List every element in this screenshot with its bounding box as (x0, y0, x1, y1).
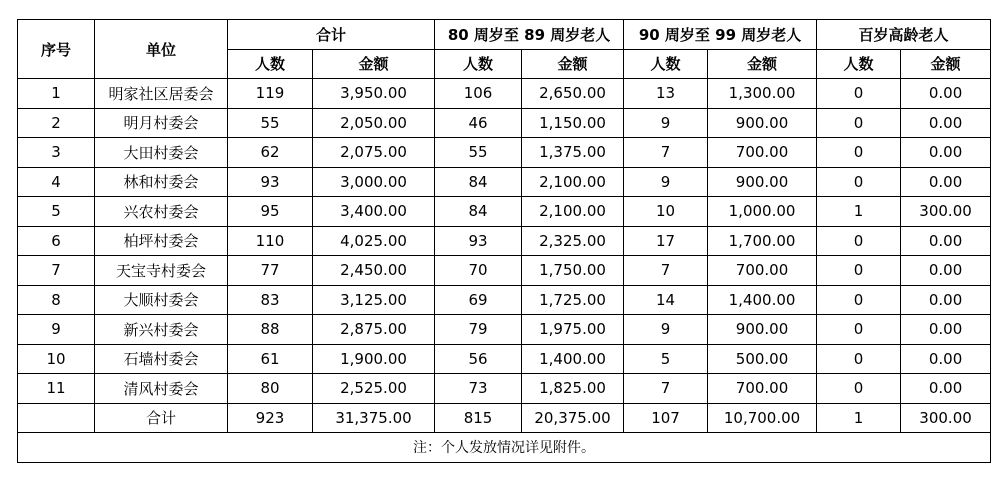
cell-80-89-amount: 2,650.00 (522, 79, 624, 109)
table-row (18, 197, 991, 227)
table-header (18, 20, 991, 79)
table-row (18, 167, 991, 197)
cell-seq (18, 403, 95, 433)
cell-total-count: 95 (228, 197, 313, 227)
cell-90-99-count: 9 (624, 315, 708, 345)
cell-90-99-amount: 1,000.00 (708, 197, 817, 227)
cell-unit: 清风村委会 (95, 374, 228, 404)
cell-90-99-amount: 700.00 (708, 374, 817, 404)
cell-total-count: 77 (228, 256, 313, 286)
cell-centenarian-count: 0 (817, 79, 901, 109)
cell-90-99-amount: 700.00 (708, 138, 817, 168)
cell-unit: 新兴村委会 (95, 315, 228, 345)
cell-seq: 8 (18, 285, 95, 315)
cell-total-count: 110 (228, 226, 313, 256)
cell-80-89-count: 46 (435, 108, 522, 138)
cell-centenarian-amount: 0.00 (901, 315, 991, 345)
cell-90-99-amount: 900.00 (708, 108, 817, 138)
table-body (18, 79, 991, 404)
cell-80-89-count: 70 (435, 256, 522, 286)
header-group-centenarian: 百岁高龄老人 (817, 20, 991, 50)
cell-total-count: 61 (228, 344, 313, 374)
cell-centenarian-amount: 0.00 (901, 138, 991, 168)
cell-80-89-count: 56 (435, 344, 522, 374)
cell-80-89-amount: 2,100.00 (522, 197, 624, 227)
cell-90-99-count: 7 (624, 138, 708, 168)
table-row (18, 79, 991, 109)
cell-unit: 石墙村委会 (95, 344, 228, 374)
cell-80-89-amount: 1,725.00 (522, 285, 624, 315)
cell-centenarian-count: 0 (817, 315, 901, 345)
cell-centenarian-amount: 0.00 (901, 226, 991, 256)
cell-total-amount: 2,450.00 (313, 256, 435, 286)
cell-centenarian-amount: 0.00 (901, 344, 991, 374)
cell-total-amount: 4,025.00 (313, 226, 435, 256)
cell-seq: 4 (18, 167, 95, 197)
document-page (17, 19, 991, 463)
cell-90-99-count: 9 (624, 167, 708, 197)
header-group-80-89: 80 周岁至 89 周岁老人 (435, 20, 624, 50)
cell-total-count: 923 (228, 403, 313, 433)
table-row (18, 374, 991, 404)
cell-centenarian-count: 0 (817, 374, 901, 404)
cell-80-89-count: 93 (435, 226, 522, 256)
table-row (18, 108, 991, 138)
cell-80-89-amount: 2,100.00 (522, 167, 624, 197)
cell-90-99-count: 9 (624, 108, 708, 138)
table-row (18, 285, 991, 315)
cell-90-99-amount: 900.00 (708, 315, 817, 345)
cell-unit: 明家社区居委会 (95, 79, 228, 109)
cell-90-99-count: 7 (624, 374, 708, 404)
cell-80-89-amount: 2,325.00 (522, 226, 624, 256)
cell-80-89-amount: 1,750.00 (522, 256, 624, 286)
cell-90-99-amount: 10,700.00 (708, 403, 817, 433)
header-sub-count: 人数 (624, 49, 708, 79)
header-sub-count: 人数 (228, 49, 313, 79)
cell-90-99-count: 7 (624, 256, 708, 286)
cell-total-count: 88 (228, 315, 313, 345)
cell-90-99-count: 10 (624, 197, 708, 227)
cell-total-amount: 2,875.00 (313, 315, 435, 345)
cell-80-89-count: 106 (435, 79, 522, 109)
header-sub-count: 人数 (435, 49, 522, 79)
header-group-total: 合计 (228, 20, 435, 50)
cell-80-89-count: 84 (435, 167, 522, 197)
cell-90-99-amount: 1,700.00 (708, 226, 817, 256)
header-sub-amount: 金额 (708, 49, 817, 79)
cell-total-count: 80 (228, 374, 313, 404)
cell-unit: 明月村委会 (95, 108, 228, 138)
cell-90-99-amount: 500.00 (708, 344, 817, 374)
cell-seq: 7 (18, 256, 95, 286)
table-row (18, 256, 991, 286)
cell-80-89-amount: 20,375.00 (522, 403, 624, 433)
cell-90-99-amount: 1,400.00 (708, 285, 817, 315)
cell-centenarian-count: 0 (817, 167, 901, 197)
cell-centenarian-count: 0 (817, 108, 901, 138)
header-group-90-99: 90 周岁至 99 周岁老人 (624, 20, 817, 50)
cell-unit: 兴农村委会 (95, 197, 228, 227)
cell-seq: 2 (18, 108, 95, 138)
cell-centenarian-count: 1 (817, 403, 901, 433)
elderly-subsidy-table (17, 19, 991, 463)
cell-total-count: 93 (228, 167, 313, 197)
cell-unit: 天宝寺村委会 (95, 256, 228, 286)
cell-total-amount: 2,075.00 (313, 138, 435, 168)
cell-unit: 林和村委会 (95, 167, 228, 197)
cell-seq: 10 (18, 344, 95, 374)
table-row (18, 344, 991, 374)
header-sub-amount: 金额 (901, 49, 991, 79)
cell-80-89-count: 815 (435, 403, 522, 433)
cell-80-89-amount: 1,150.00 (522, 108, 624, 138)
header-unit: 单位 (95, 20, 228, 79)
cell-seq: 3 (18, 138, 95, 168)
cell-80-89-amount: 1,375.00 (522, 138, 624, 168)
header-sub-count: 人数 (817, 49, 901, 79)
cell-total-count: 83 (228, 285, 313, 315)
cell-centenarian-count: 0 (817, 344, 901, 374)
header-sub-amount: 金额 (522, 49, 624, 79)
cell-90-99-count: 14 (624, 285, 708, 315)
cell-unit: 柏坪村委会 (95, 226, 228, 256)
cell-seq: 6 (18, 226, 95, 256)
cell-80-89-count: 69 (435, 285, 522, 315)
note-row (18, 433, 991, 463)
cell-centenarian-count: 0 (817, 138, 901, 168)
cell-total-count: 55 (228, 108, 313, 138)
cell-unit: 大田村委会 (95, 138, 228, 168)
cell-total-amount: 3,000.00 (313, 167, 435, 197)
cell-centenarian-amount: 0.00 (901, 256, 991, 286)
cell-seq: 1 (18, 79, 95, 109)
cell-total-count: 119 (228, 79, 313, 109)
cell-unit: 大顺村委会 (95, 285, 228, 315)
cell-centenarian-count: 0 (817, 226, 901, 256)
cell-80-89-amount: 1,975.00 (522, 315, 624, 345)
cell-total-amount: 3,400.00 (313, 197, 435, 227)
cell-centenarian-amount: 0.00 (901, 374, 991, 404)
cell-total-amount: 3,950.00 (313, 79, 435, 109)
cell-centenarian-amount: 0.00 (901, 79, 991, 109)
cell-80-89-amount: 1,825.00 (522, 374, 624, 404)
cell-total-amount: 2,050.00 (313, 108, 435, 138)
cell-centenarian-count: 1 (817, 197, 901, 227)
cell-90-99-count: 107 (624, 403, 708, 433)
cell-centenarian-count: 0 (817, 285, 901, 315)
cell-90-99-amount: 700.00 (708, 256, 817, 286)
cell-80-89-count: 79 (435, 315, 522, 345)
cell-centenarian-amount: 300.00 (901, 197, 991, 227)
cell-80-89-amount: 1,400.00 (522, 344, 624, 374)
cell-centenarian-amount: 0.00 (901, 285, 991, 315)
cell-total-amount: 31,375.00 (313, 403, 435, 433)
cell-80-89-count: 73 (435, 374, 522, 404)
cell-centenarian-amount: 0.00 (901, 167, 991, 197)
cell-centenarian-amount: 300.00 (901, 403, 991, 433)
cell-seq: 11 (18, 374, 95, 404)
table-footer (18, 403, 991, 462)
cell-90-99-count: 5 (624, 344, 708, 374)
header-sub-amount: 金额 (313, 49, 435, 79)
header-seq: 序号 (18, 20, 95, 79)
cell-90-99-amount: 1,300.00 (708, 79, 817, 109)
cell-total-count: 62 (228, 138, 313, 168)
cell-90-99-count: 17 (624, 226, 708, 256)
cell-centenarian-amount: 0.00 (901, 108, 991, 138)
cell-80-89-count: 55 (435, 138, 522, 168)
table-note: 注：个人发放情况详见附件。 (18, 433, 991, 463)
table-row (18, 138, 991, 168)
cell-seq: 5 (18, 197, 95, 227)
cell-seq: 9 (18, 315, 95, 345)
table-row (18, 226, 991, 256)
cell-unit: 合计 (95, 403, 228, 433)
cell-90-99-amount: 900.00 (708, 167, 817, 197)
cell-total-amount: 1,900.00 (313, 344, 435, 374)
cell-total-amount: 3,125.00 (313, 285, 435, 315)
cell-centenarian-count: 0 (817, 256, 901, 286)
total-row (18, 403, 991, 433)
table-row (18, 315, 991, 345)
cell-total-amount: 2,525.00 (313, 374, 435, 404)
cell-90-99-count: 13 (624, 79, 708, 109)
cell-80-89-count: 84 (435, 197, 522, 227)
